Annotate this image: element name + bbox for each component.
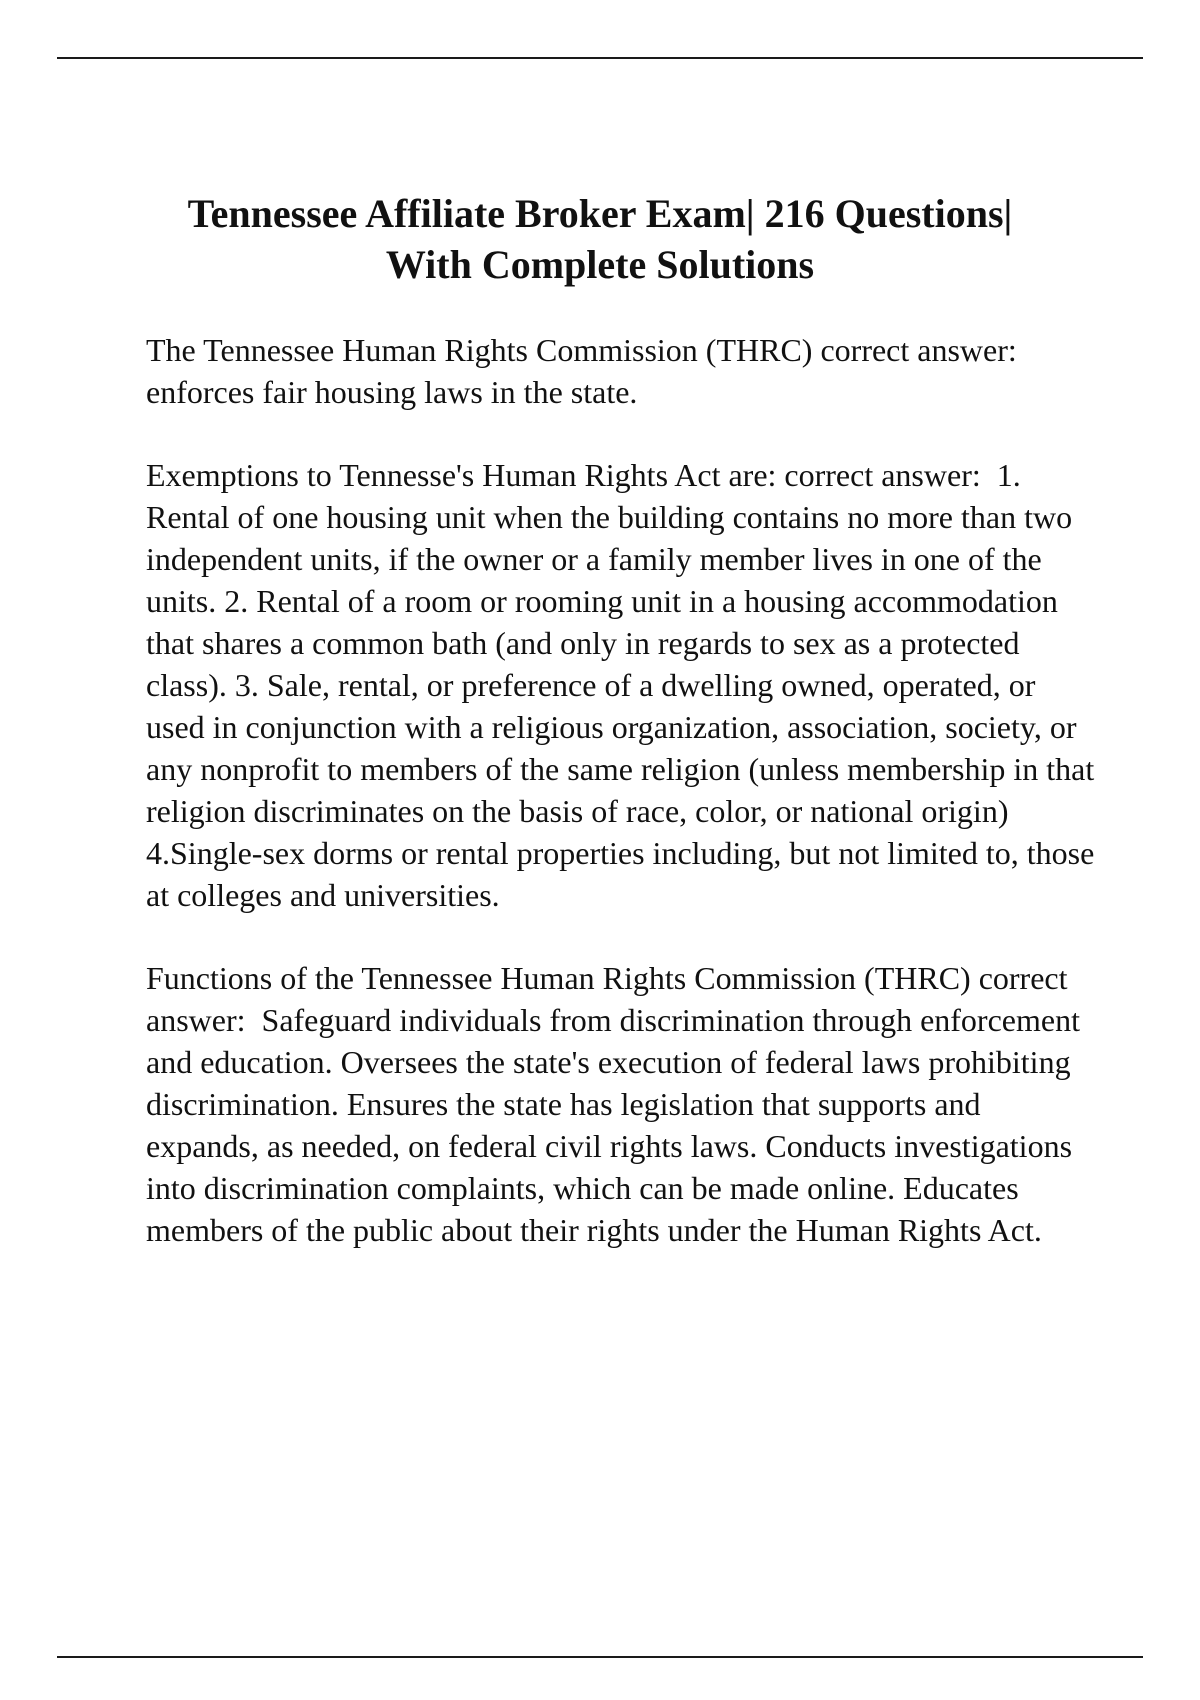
question-answer-paragraph: Functions of the Tennessee Human Rights Commission (THRC) correct answer: Safeguard individuals from discrimination through enforcement and education. Oversees the state's execution of federal laws prohibiting discrimination. Ensures the state has legislation that supports and expands, as needed, on federal civil rights laws. Conducts investigations into discrimination complaints, which can be made online. Educates members of the public about their rights under the Human Rights Act. — [146, 960, 1088, 1248]
title-line-2: With Complete Solutions — [385, 242, 815, 287]
title-line-1: Tennessee Affiliate Broker Exam| 216 Questions| — [187, 191, 1013, 236]
question-answer-paragraph: Exemptions to Tennesse's Human Rights Act are: correct answer: 1. Rental of one housing unit when the building contains no more than two independent units, if the owner or a family member lives in one of the units. 2. Rental of a room or rooming unit in a housing accommodation that shares a common bath (and only in regards to sex as a protected class). 3. Sale, rental, or preference of a dwelling owned, operated, or used in conjunction with a religious organization, association, society, or any nonprofit to members of the same religion (unless membership in that religion discriminates on the basis of race, color, or national origin) 4.Single-sex dorms or rental properties including, but not limited to, those at colleges and universities. — [146, 457, 1103, 913]
document-body — [146, 329, 1103, 1292]
question-answer-paragraph: The Tennessee Human Rights Commission (THRC) correct answer: enforces fair housing laws in the state. — [146, 332, 1033, 410]
footer-rule — [57, 1656, 1143, 1658]
header-rule — [57, 57, 1143, 59]
document-title — [80, 188, 1120, 290]
